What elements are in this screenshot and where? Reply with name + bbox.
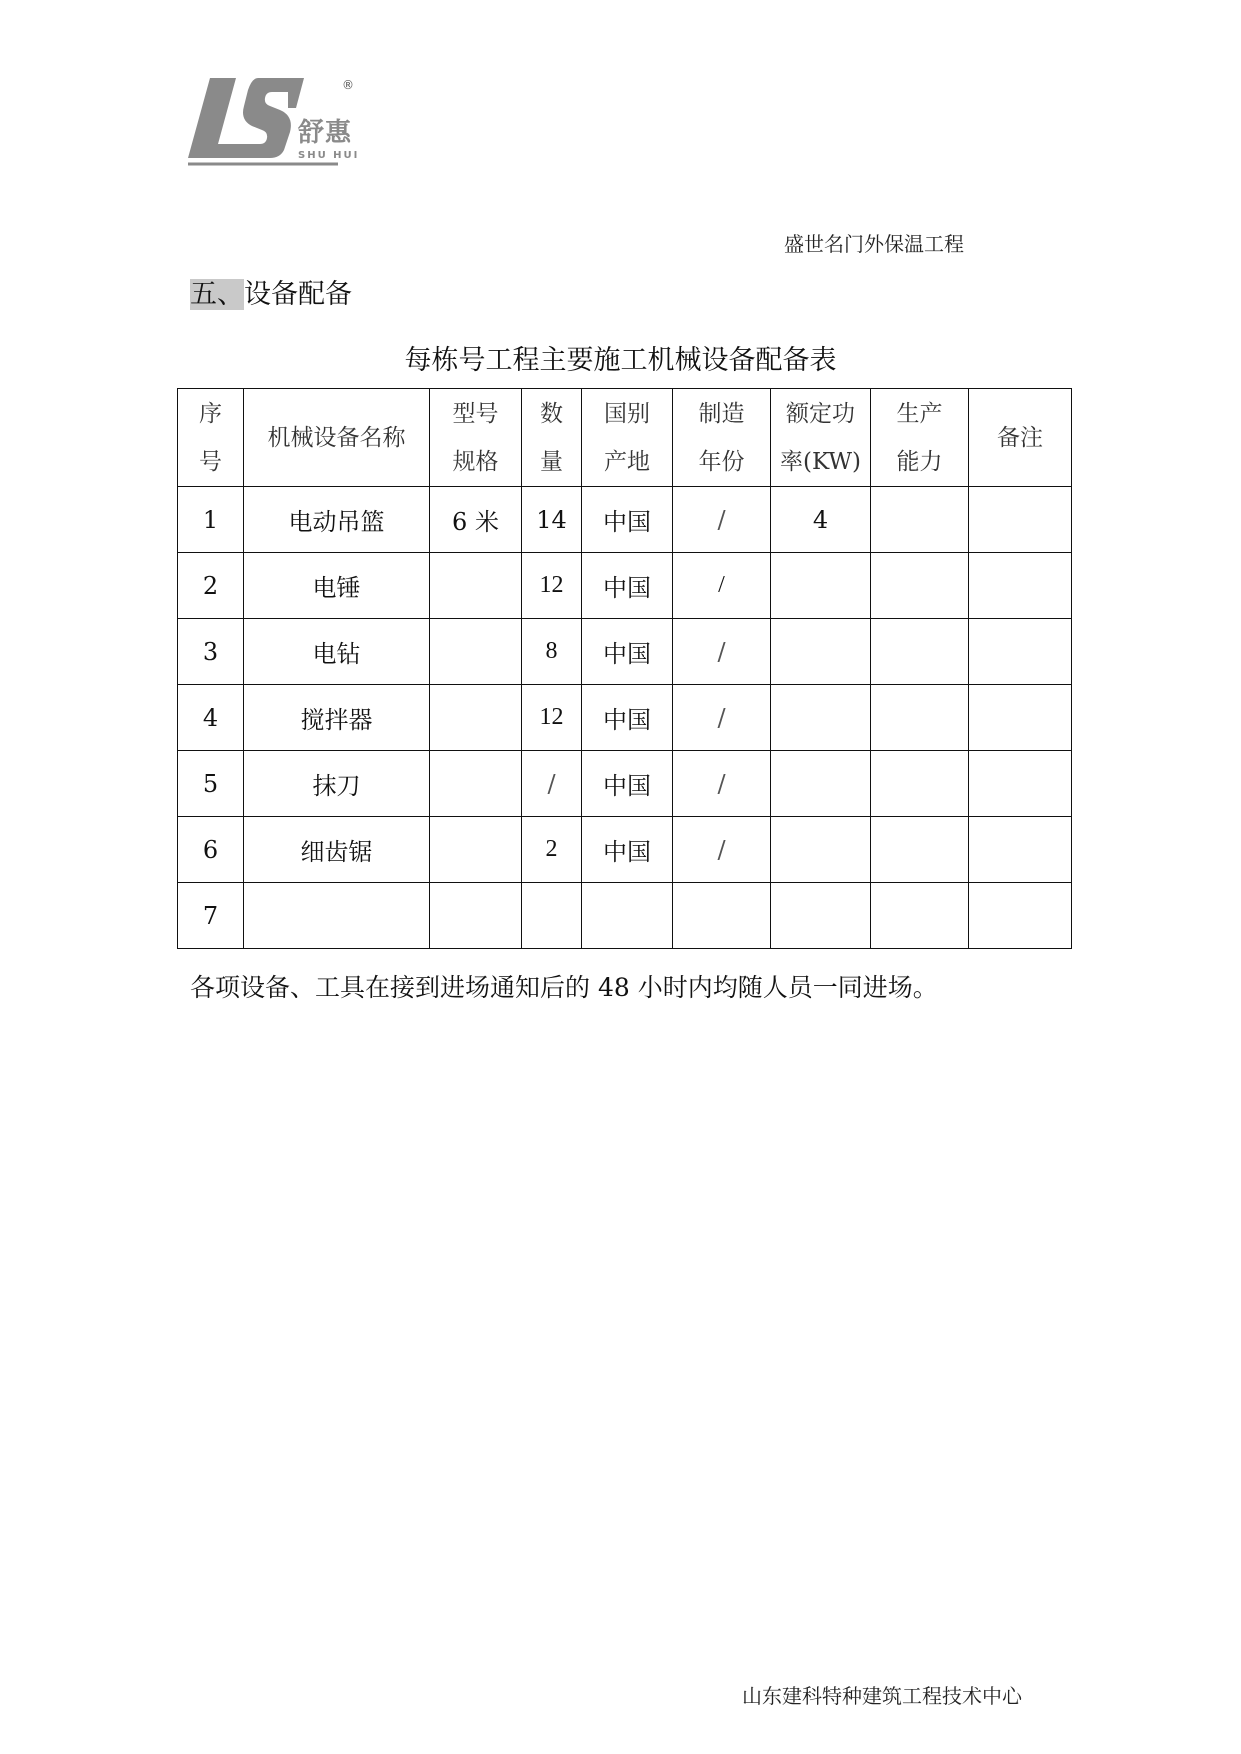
cell-year: /	[673, 817, 771, 883]
cell-remarks	[969, 487, 1072, 553]
equipment-table	[177, 388, 1072, 949]
cell-seq: 2	[178, 553, 244, 619]
footer-organization: 山东建科特种建筑工程技术中心	[742, 1684, 1022, 1708]
section-number: 五、	[190, 279, 244, 310]
cell-name: 抹刀	[244, 751, 430, 817]
table-title: 每栋号工程主要施工机械设备配备表	[404, 345, 837, 376]
cell-remarks	[969, 553, 1072, 619]
cell-name: 电钻	[244, 619, 430, 685]
cell-power	[771, 883, 871, 949]
cell-power	[771, 751, 871, 817]
cell-name: 电锤	[244, 553, 430, 619]
cell-model	[430, 685, 522, 751]
header-name: 机械设备名称	[244, 389, 430, 487]
table-header-row	[178, 389, 1072, 487]
cell-remarks	[969, 619, 1072, 685]
cell-origin: 中国	[582, 817, 673, 883]
cell-power	[771, 553, 871, 619]
cell-model	[430, 883, 522, 949]
cell-seq: 6	[178, 817, 244, 883]
cell-capacity	[871, 487, 969, 553]
cell-qty: 2	[522, 817, 582, 883]
cell-power	[771, 685, 871, 751]
table-row	[178, 553, 1072, 619]
cell-name: 细齿锯	[244, 817, 430, 883]
cell-remarks	[969, 883, 1072, 949]
cell-origin: 中国	[582, 685, 673, 751]
cell-origin	[582, 883, 673, 949]
logo-brand-en: SHU HUI	[298, 150, 360, 161]
table-row	[178, 817, 1072, 883]
cell-year: /	[673, 751, 771, 817]
cell-capacity	[871, 619, 969, 685]
cell-seq: 5	[178, 751, 244, 817]
logo-brand-cn: 舒惠	[298, 118, 353, 148]
cell-capacity	[871, 685, 969, 751]
cell-model	[430, 619, 522, 685]
cell-power: 4	[771, 487, 871, 553]
cell-seq: 1	[178, 487, 244, 553]
cell-seq: 7	[178, 883, 244, 949]
cell-year: /	[673, 487, 771, 553]
section-title: 设备配备	[244, 279, 352, 310]
project-name: 盛世名门外保温工程	[784, 232, 964, 256]
header-origin: 国别 产地	[582, 389, 673, 487]
cell-model: 6 米	[430, 487, 522, 553]
cell-year: /	[673, 685, 771, 751]
cell-qty: 12	[522, 553, 582, 619]
cell-capacity	[871, 883, 969, 949]
cell-origin: 中国	[582, 751, 673, 817]
table-row	[178, 685, 1072, 751]
cell-remarks	[969, 817, 1072, 883]
entry-note: 各项设备、工具在接到进场通知后的 48 小时内均随人员一同进场。	[190, 973, 938, 1002]
cell-name: 搅拌器	[244, 685, 430, 751]
table-row	[178, 487, 1072, 553]
cell-model	[430, 553, 522, 619]
cell-year: /	[673, 619, 771, 685]
cell-year	[673, 883, 771, 949]
table-row	[178, 883, 1072, 949]
cell-year: /	[673, 553, 771, 619]
cell-qty: 14	[522, 487, 582, 553]
header-power: 额定功 率(KW)	[771, 389, 871, 487]
cell-name	[244, 883, 430, 949]
cell-qty: /	[522, 751, 582, 817]
header-capacity: 生产 能力	[871, 389, 969, 487]
cell-remarks	[969, 751, 1072, 817]
cell-power	[771, 817, 871, 883]
cell-origin: 中国	[582, 619, 673, 685]
table-row	[178, 751, 1072, 817]
cell-seq: 3	[178, 619, 244, 685]
table-row	[178, 619, 1072, 685]
header-remarks: 备注	[969, 389, 1072, 487]
header-seq: 序 号	[178, 389, 244, 487]
cell-remarks	[969, 685, 1072, 751]
header-model: 型号 规格	[430, 389, 522, 487]
cell-capacity	[871, 553, 969, 619]
cell-capacity	[871, 751, 969, 817]
cell-origin: 中国	[582, 553, 673, 619]
cell-power	[771, 619, 871, 685]
cell-qty: 12	[522, 685, 582, 751]
cell-name: 电动吊篮	[244, 487, 430, 553]
registered-mark: ®	[342, 78, 354, 92]
cell-model	[430, 817, 522, 883]
cell-model	[430, 751, 522, 817]
cell-qty	[522, 883, 582, 949]
header-year: 制造 年份	[673, 389, 771, 487]
cell-seq: 4	[178, 685, 244, 751]
section-heading	[190, 272, 352, 311]
header-qty: 数 量	[522, 389, 582, 487]
cell-capacity	[871, 817, 969, 883]
cell-qty: 8	[522, 619, 582, 685]
cell-origin: 中国	[582, 487, 673, 553]
